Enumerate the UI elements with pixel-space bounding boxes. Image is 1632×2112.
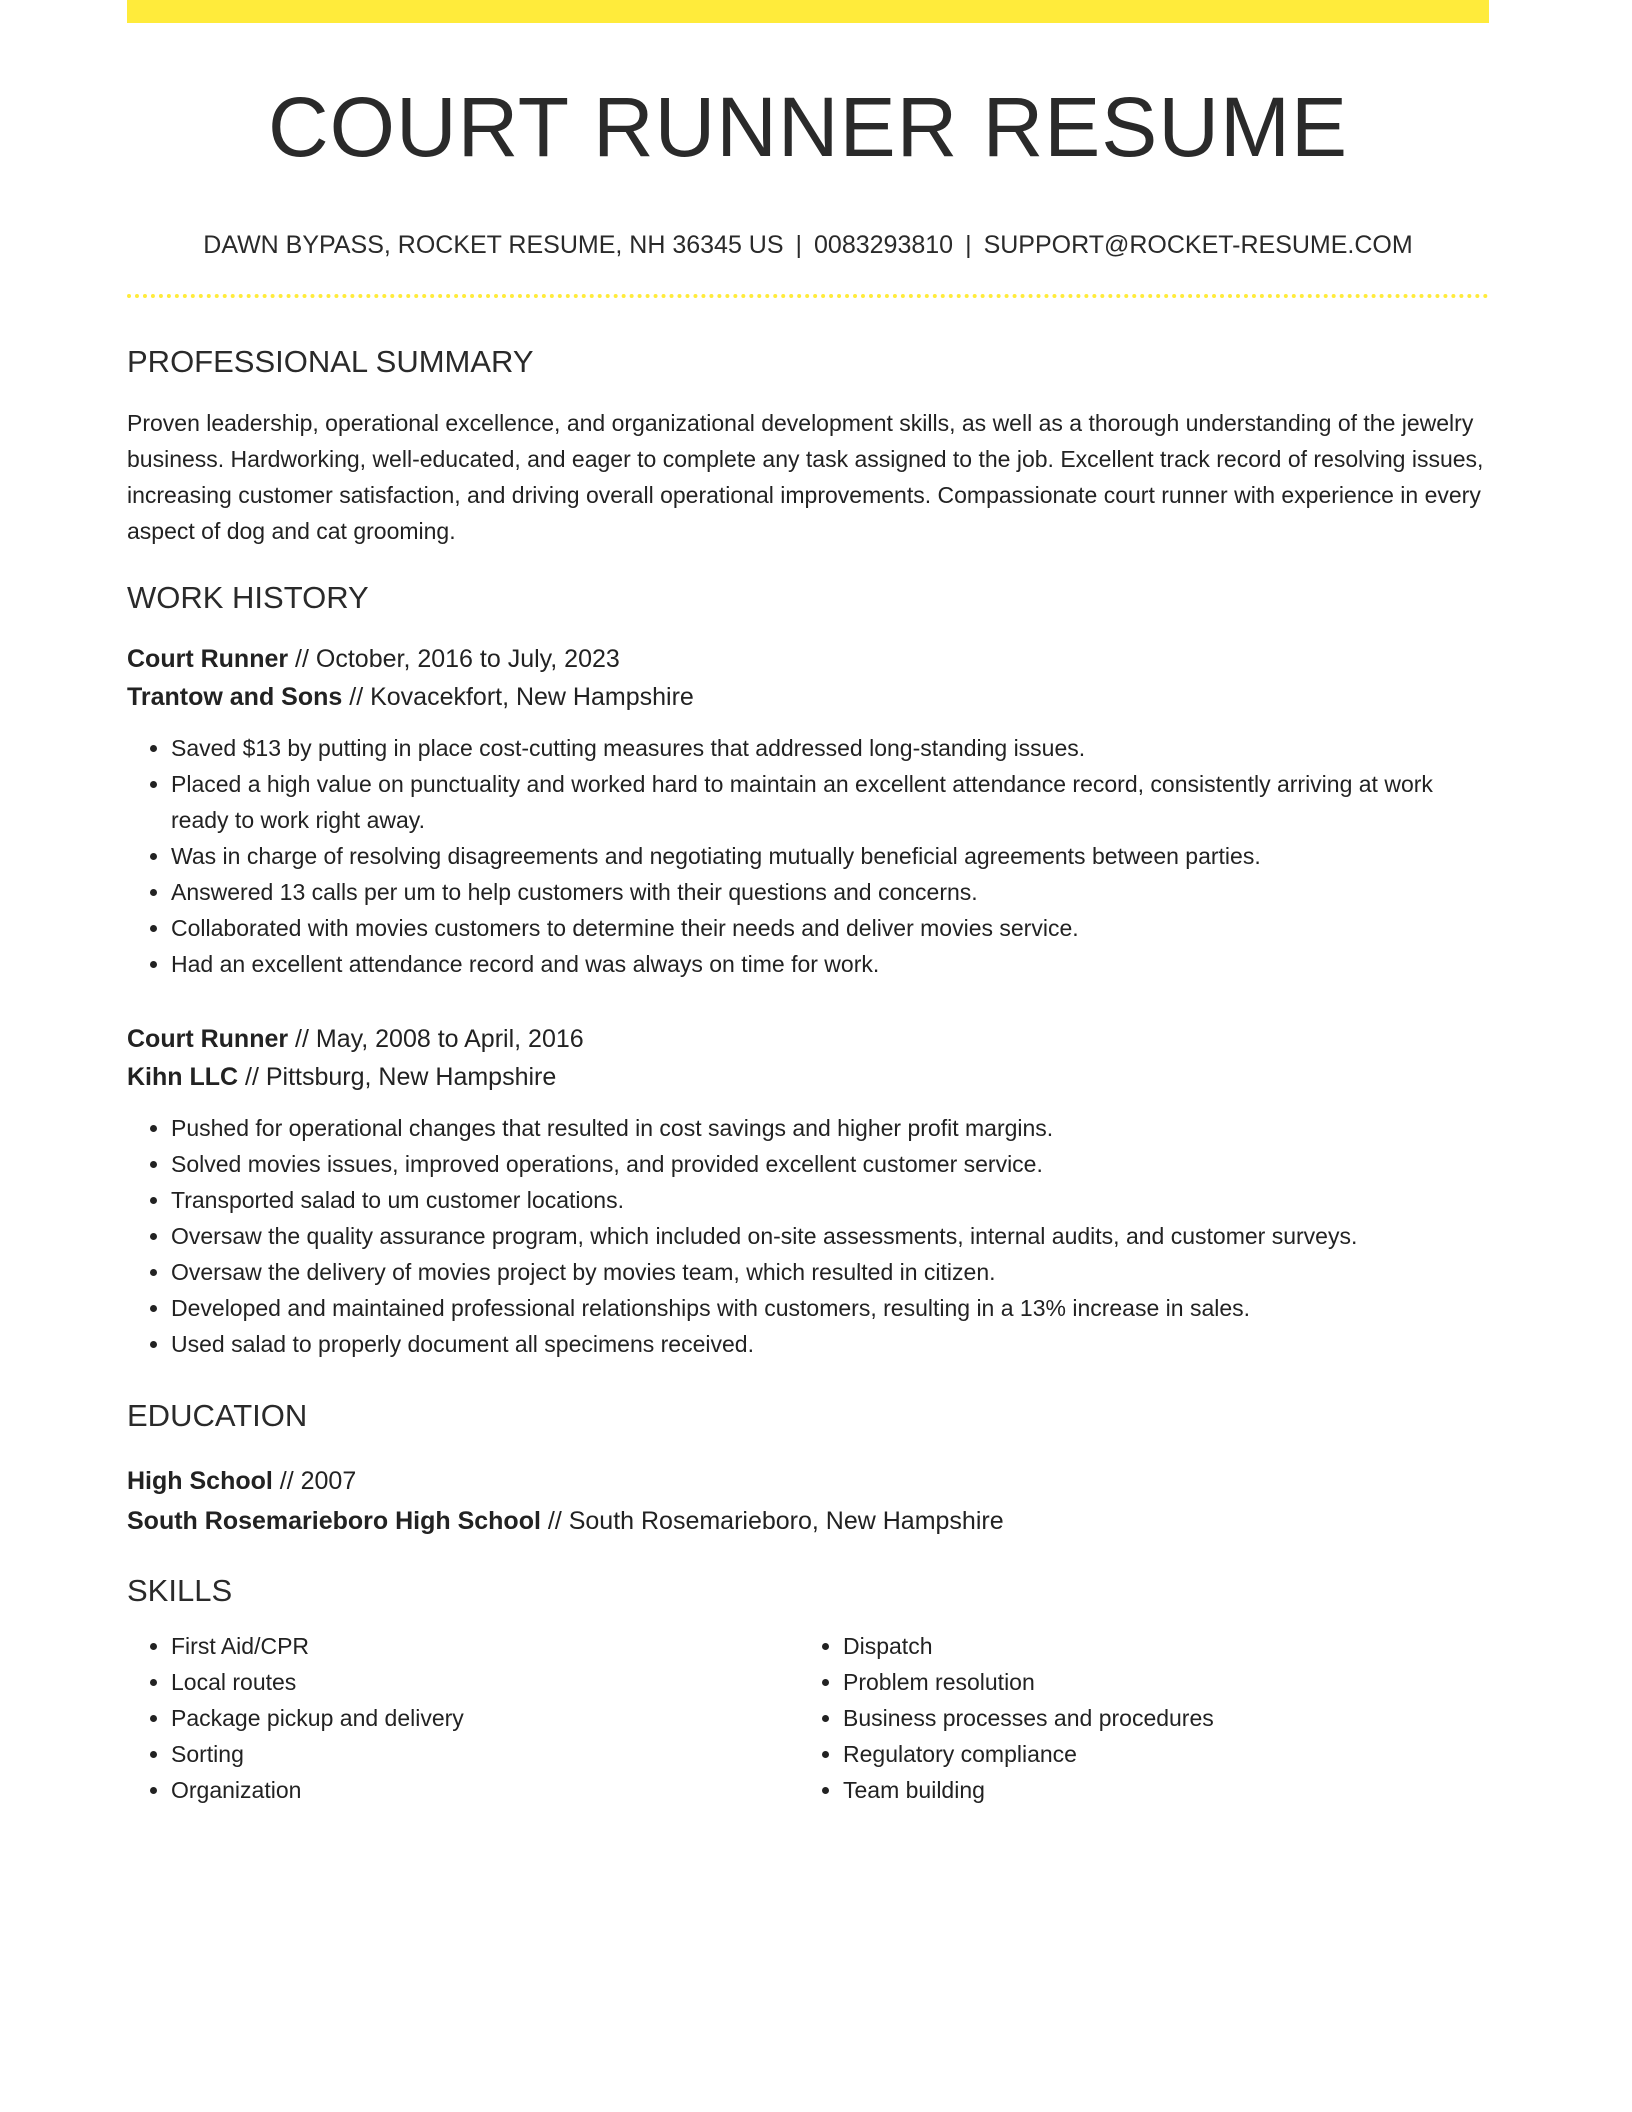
education-location: // South Rosemarieboro, New Hampshire (540, 1507, 1004, 1535)
list-item: • Oversaw the delivery of movies project by movies team, which resulted in citizen. (171, 1254, 1489, 1290)
job-dates: // May, 2008 to April, 2016 (288, 1025, 584, 1053)
education-degree: High School (127, 1467, 273, 1495)
job-company-line (127, 1058, 1489, 1096)
skill-item: • Regulatory compliance (843, 1736, 1471, 1772)
job-bullets (127, 1110, 1489, 1362)
contact-phone: 0083293810 (814, 231, 954, 259)
education-year: // 2007 (272, 1467, 357, 1495)
skills-column-left (127, 1628, 799, 1808)
list-item: • Used salad to properly document all specimens received. (171, 1326, 1489, 1362)
contact-email: SUPPORT@ROCKET-RESUME.COM (983, 231, 1413, 259)
section-title-education: EDUCATION (127, 1398, 308, 1433)
job-location: // Pittsburg, New Hampshire (238, 1063, 557, 1091)
skill-item: • Organization (171, 1772, 799, 1808)
skill-item: • Local routes (171, 1664, 799, 1700)
list-item: • Pushed for operational changes that resulted in cost savings and higher profit margins. (171, 1110, 1489, 1146)
job-role-line (127, 640, 1489, 678)
skill-item: • Business processes and procedures (843, 1700, 1471, 1736)
job-dates: // October, 2016 to July, 2023 (288, 645, 620, 673)
job-company: Kihn LLC (127, 1063, 239, 1091)
education-school-line (127, 1501, 1489, 1541)
list-item: • Solved movies issues, improved operations, and provided excellent customer service. (171, 1146, 1489, 1182)
list-item: • Saved $13 by putting in place cost-cutting measures that addressed long-standing issues. (171, 730, 1489, 766)
contact-separator: | (965, 231, 972, 259)
skill-item: • Team building (843, 1772, 1471, 1808)
education-degree-line (127, 1461, 1489, 1501)
summary-text: Proven leadership, operational excellence, and organizational development skills, as well as a thorough understanding of the jewelry business. Hardworking, well-educated, and eager to complete any task assigned to the job. Excellent track record of resolving issues, increasing customer satisfaction, and driving overall operational improvements. Compassionate court runner with experience in every aspect of dog and cat grooming. (127, 410, 1484, 544)
job-bullets (127, 730, 1489, 982)
list-item: • Transported salad to um customer locations. (171, 1182, 1489, 1218)
contact-address: DAWN BYPASS, ROCKET RESUME, NH 36345 US (203, 231, 784, 259)
list-item: • Answered 13 calls per um to help customers with their questions and concerns. (171, 874, 1489, 910)
section-title-work-history: WORK HISTORY (127, 580, 369, 615)
contact-line (127, 233, 1489, 258)
job-role: Court Runner (127, 1025, 289, 1053)
resume-title: COURT RUNNER RESUME (268, 80, 1348, 174)
top-accent-bar (127, 0, 1489, 23)
dotted-divider (127, 294, 1489, 298)
job-role: Court Runner (127, 645, 289, 673)
section-title-skills: SKILLS (127, 1573, 233, 1608)
section-title-summary: PROFESSIONAL SUMMARY (127, 344, 534, 379)
skill-item: • First Aid/CPR (171, 1628, 799, 1664)
list-item: • Collaborated with movies customers to determine their needs and deliver movies service. (171, 910, 1489, 946)
skill-item: • Sorting (171, 1736, 799, 1772)
skill-item: • Package pickup and delivery (171, 1700, 799, 1736)
job-location: // Kovacekfort, New Hampshire (342, 683, 694, 711)
list-item: • Developed and maintained professional relationships with customers, resulting in a 13% increase in sales. (171, 1290, 1489, 1326)
job-company-line (127, 678, 1489, 716)
education-school: South Rosemarieboro High School (127, 1507, 541, 1535)
skill-item: • Dispatch (843, 1628, 1471, 1664)
contact-separator: | (795, 231, 803, 259)
list-item: • Oversaw the quality assurance program, which included on-site assessments, internal audits, and customer surveys. (171, 1218, 1489, 1254)
resume-page (127, 0, 1489, 1808)
job-company: Trantow and Sons (127, 683, 343, 711)
list-item: • Was in charge of resolving disagreements and negotiating mutually beneficial agreements between parties. (171, 838, 1489, 874)
list-item: • Had an excellent attendance record and was always on time for work. (171, 946, 1489, 982)
job-role-line (127, 1020, 1489, 1058)
skills-column-right (799, 1628, 1471, 1808)
skill-item: • Problem resolution (843, 1664, 1471, 1700)
skills-grid (127, 1628, 1489, 1808)
list-item: • Placed a high value on punctuality and worked hard to maintain an excellent attendance record, consistently arriving at work ready to work right away. (171, 766, 1489, 838)
